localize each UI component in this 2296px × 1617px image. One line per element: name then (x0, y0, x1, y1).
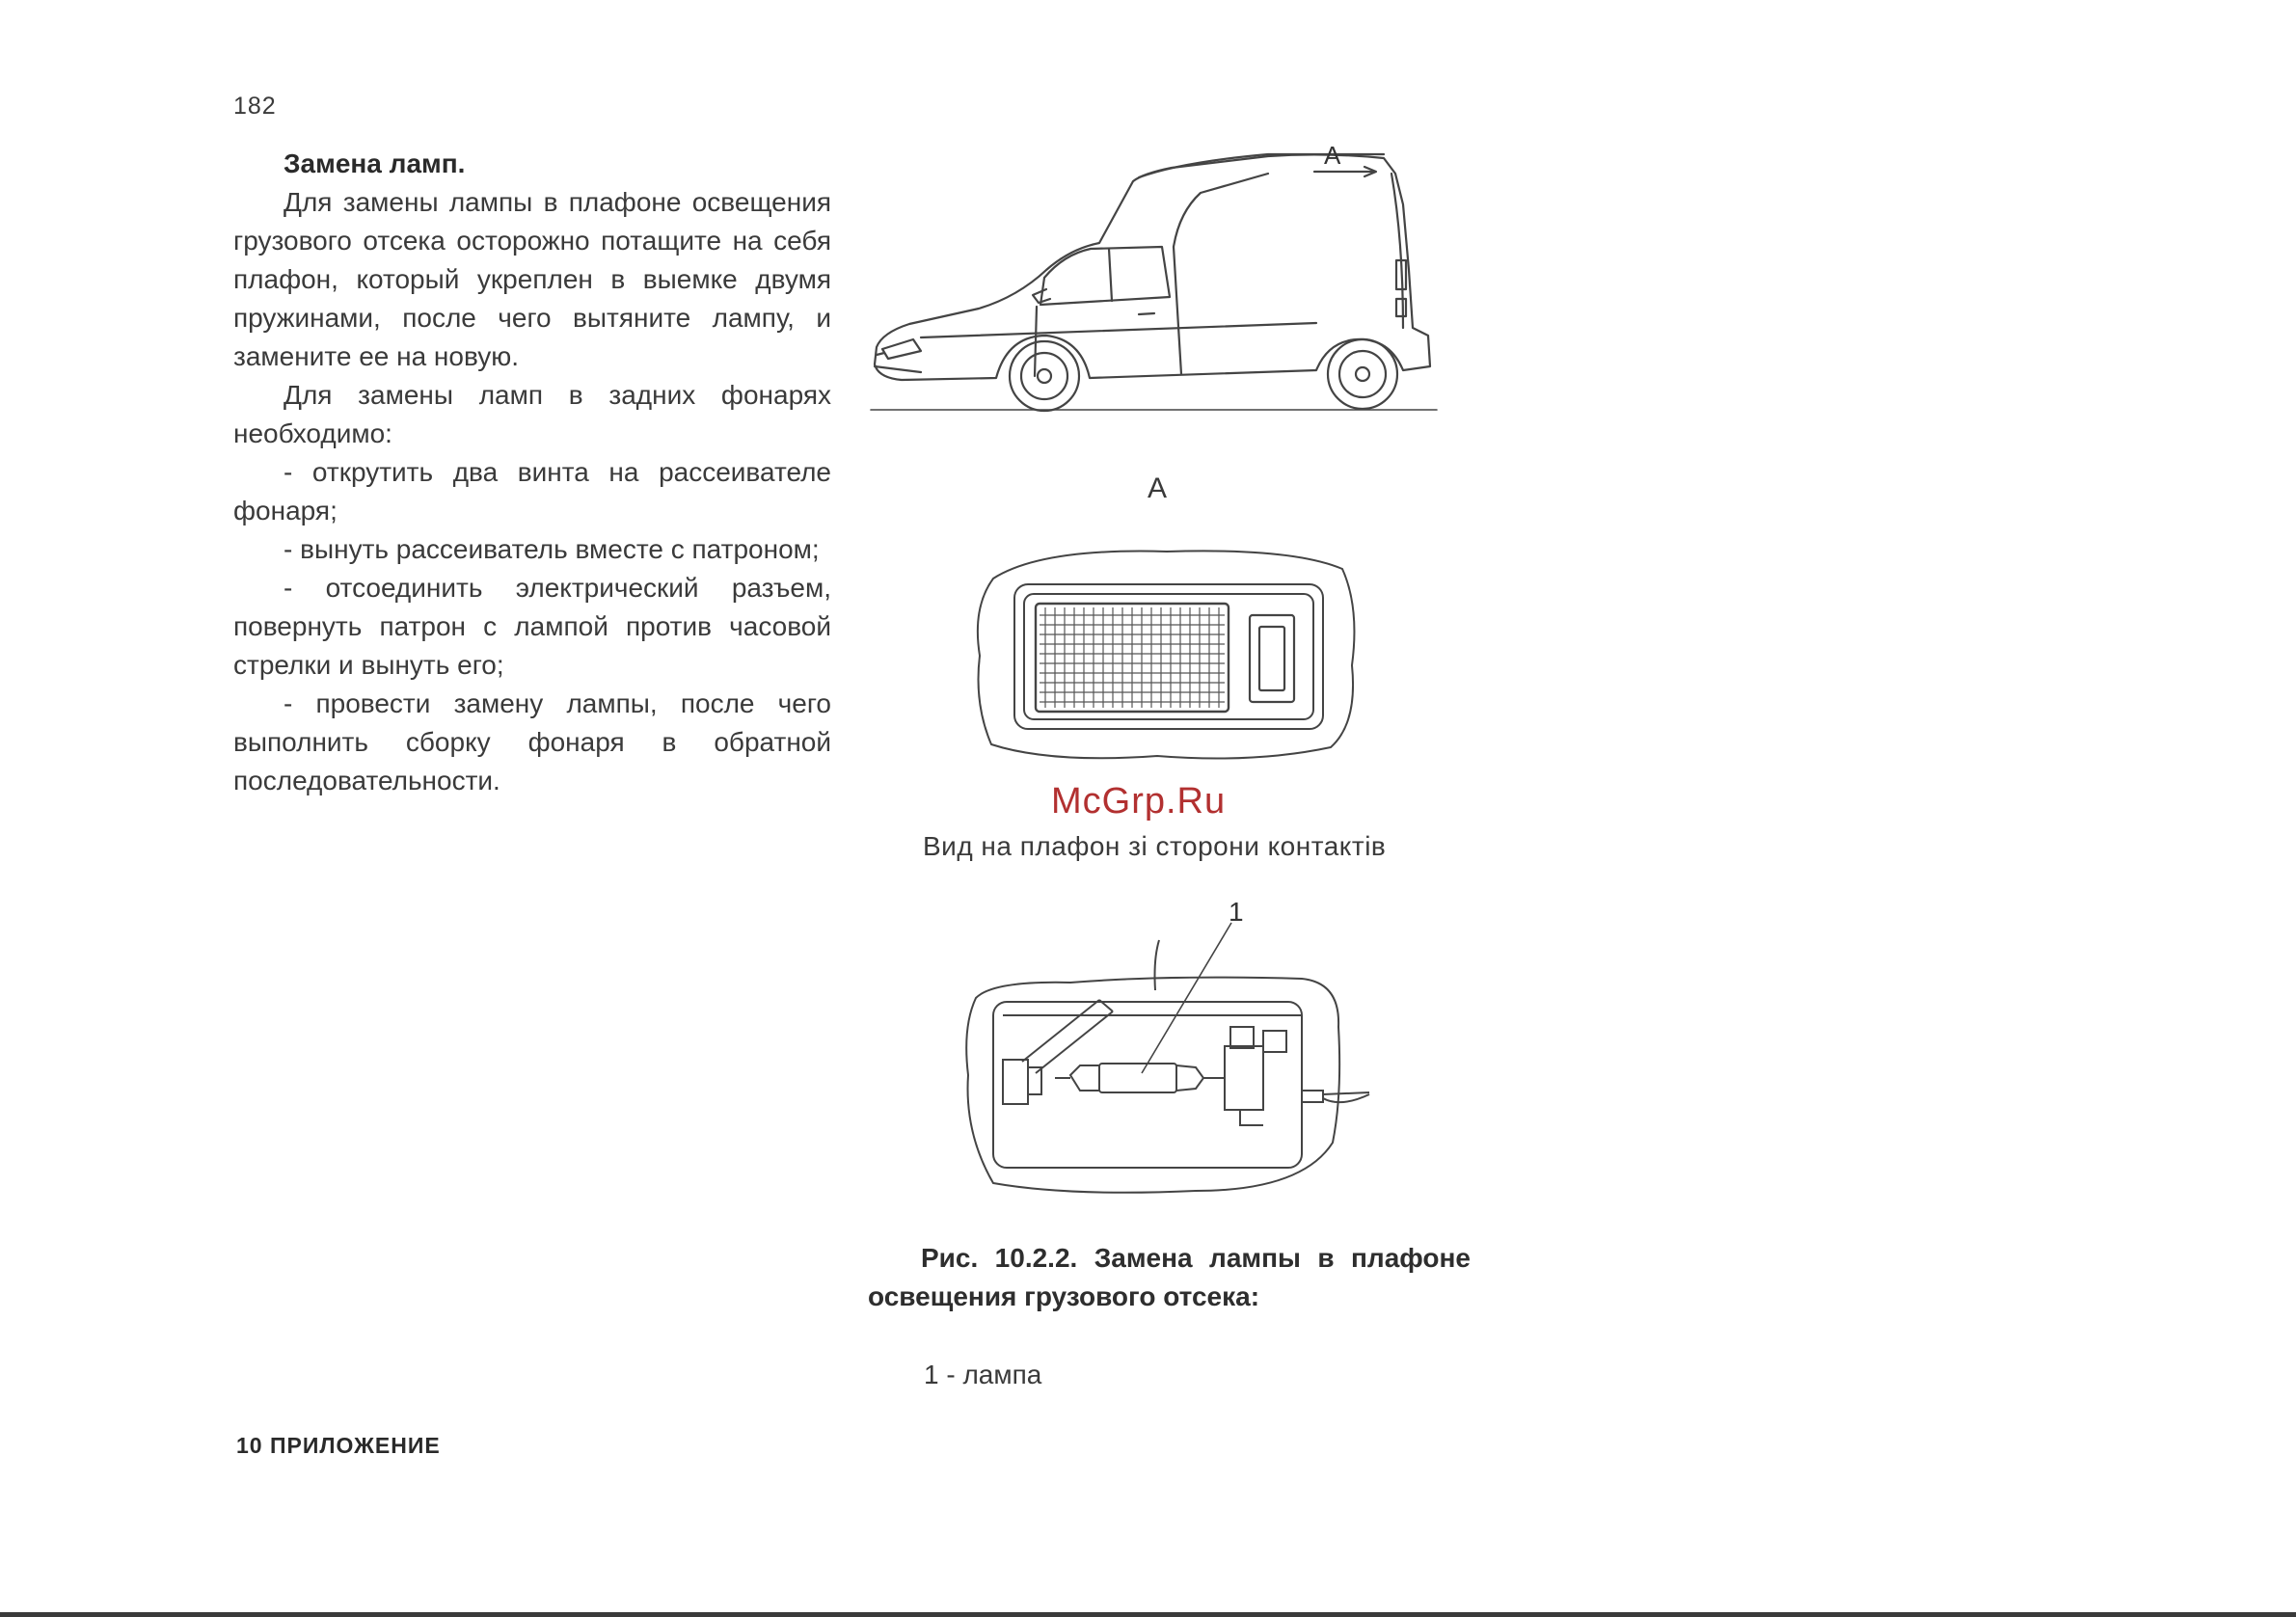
callout-number: 1 (1229, 902, 1244, 927)
paragraph: - открутить два винта на рассеивателе фонаря; (233, 457, 831, 526)
bottom-rule (0, 1612, 2296, 1617)
plafond-illustration (964, 540, 1369, 771)
section-heading: Замена ламп. (284, 148, 466, 178)
paragraph: Для замены лампы в плафоне освещения грузового отсека осторожно потащите на себя плафон, который укреплен в выемке двумя пружинами, после чего вытяните лампу, и замените ее на новую. (233, 187, 831, 371)
view-a-label: A (1148, 472, 1168, 504)
watermark: McGrp.Ru (1051, 781, 1227, 822)
section-footer: 10 ПРИЛОЖЕНИЕ (236, 1433, 441, 1458)
instructions-text (233, 145, 831, 800)
figure-caption (868, 1239, 1471, 1316)
paragraph: Для замены ламп в задних фонарях необходимо: (233, 380, 831, 448)
paragraph: - отсоединить электрический разъем, повернуть патрон с лампой против часовой стрелки и вынуть его; (233, 573, 831, 680)
figure-subcaption: Вид на плафон зі сторони контактів (923, 831, 1387, 861)
figure-legend: 1 - лампа (924, 1360, 1042, 1389)
lamp-housing-illustration (955, 902, 1389, 1200)
page-number: 182 (233, 93, 277, 120)
view-marker-label: A (1324, 141, 1341, 170)
van-illustration (863, 135, 1442, 424)
figure-caption-text: Рис. 10.2.2. Замена лампы в плафоне освещения грузового отсека: (868, 1243, 1471, 1311)
paragraph: - провести замену лампы, после чего выполнить сборку фонаря в обратной последовательности. (233, 688, 831, 795)
paragraph: - вынуть рассеиватель вместе с патроном; (284, 534, 820, 564)
